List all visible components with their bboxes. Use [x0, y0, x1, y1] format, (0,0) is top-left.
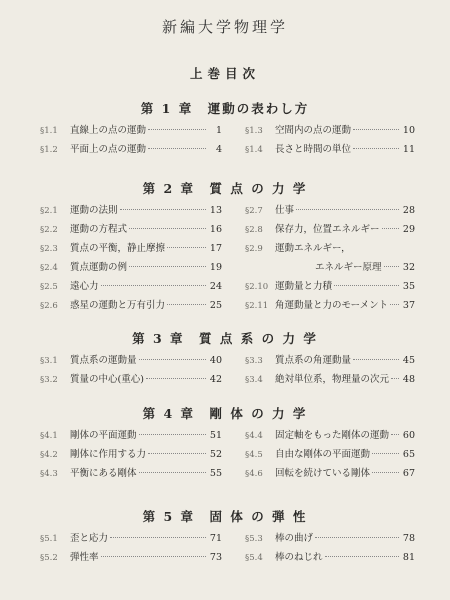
section-title: 直線上の点の運動 — [70, 125, 147, 136]
leader-dots — [315, 537, 399, 538]
section-title: 運動エネルギー， — [275, 243, 351, 254]
page-number: 24 — [209, 281, 222, 292]
toc-entry — [40, 354, 222, 368]
section-title: 絶対単位系，物理量の次元 — [275, 374, 390, 385]
section-title: 空間内の点の運動 — [275, 125, 352, 136]
page-number: 55 — [209, 468, 222, 479]
page-number: 42 — [209, 374, 222, 385]
section-number: §4.6 — [245, 469, 263, 479]
leader-dots — [148, 148, 206, 149]
toc-entry — [245, 242, 415, 256]
section-number: §2.6 — [40, 301, 58, 311]
section-title: 弾性率 — [70, 552, 99, 563]
section-number: §2.3 — [40, 244, 58, 254]
leader-dots — [353, 129, 399, 130]
chapter-title: 第 1 章 運動の表わし方 — [140, 101, 310, 116]
page-number: 40 — [209, 355, 222, 366]
toc-entry — [40, 448, 222, 462]
section-number: §2.8 — [245, 225, 263, 235]
leader-dots — [391, 378, 399, 379]
page-number: 81 — [402, 552, 415, 563]
section-title: 質点の平衡，静止摩擦 — [70, 243, 166, 254]
leader-dots — [325, 556, 399, 557]
section-number: §2.7 — [245, 206, 263, 216]
page-number: 73 — [209, 552, 222, 563]
leader-dots — [167, 247, 206, 248]
section-title: エネルギー原理 — [315, 262, 382, 273]
toc-entry — [245, 299, 415, 313]
toc-entry — [245, 551, 415, 565]
section-title: 惑星の運動と万有引力 — [70, 300, 166, 311]
chapter-3 — [0, 330, 450, 392]
section-title: 質点系の角運動量 — [275, 355, 352, 366]
leader-dots — [334, 285, 399, 286]
section-number: §2.2 — [40, 225, 58, 235]
toc-entry — [245, 223, 415, 237]
leader-dots — [110, 537, 206, 538]
section-title: 歪と応力 — [70, 533, 109, 544]
chapter-title: 第 2 章 質 点 の 力 学 — [142, 181, 308, 196]
toc-entry — [245, 261, 415, 275]
leader-dots — [372, 472, 399, 473]
page-number: 29 — [402, 224, 415, 235]
section-title: 棒のねじれ — [275, 552, 323, 563]
section-number: §3.3 — [245, 356, 263, 366]
section-title: 自由な剛体の平面運動 — [275, 449, 371, 460]
page-number: 60 — [402, 430, 415, 441]
section-title: 剛体の平面運動 — [70, 430, 137, 441]
toc-entry — [40, 204, 222, 218]
toc-entry — [40, 223, 222, 237]
section-number: §1.4 — [245, 145, 263, 155]
section-number: §5.3 — [245, 534, 263, 544]
section-number: §1.2 — [40, 145, 58, 155]
page-number: 13 — [209, 205, 222, 216]
section-title: 平衡にある剛体 — [70, 468, 137, 479]
toc-entry — [40, 124, 222, 138]
volume-title: 上巻目次 — [189, 66, 260, 81]
section-title: 運動量と力積 — [275, 281, 333, 292]
section-title: 仕事 — [275, 205, 295, 216]
section-number: §3.1 — [40, 356, 58, 366]
leader-dots — [391, 434, 399, 435]
chapter-title: 第 5 章 固 体 の 弾 性 — [142, 509, 308, 524]
toc-entry — [40, 429, 222, 443]
leader-dots — [139, 359, 206, 360]
section-title: 平面上の点の運動 — [70, 144, 147, 155]
page-number: 67 — [402, 468, 415, 479]
book-title: 新編大学物理学 — [161, 18, 288, 36]
section-number: §2.10 — [245, 282, 269, 292]
section-number: §4.2 — [40, 450, 58, 460]
toc-entry — [40, 143, 222, 157]
section-number: §5.4 — [245, 553, 263, 563]
page-number: 17 — [209, 243, 222, 254]
leader-dots — [148, 453, 206, 454]
toc-entry — [40, 373, 222, 387]
chapter-title: 第 4 章 剛 体 の 力 学 — [142, 406, 308, 421]
toc-entry — [40, 551, 222, 565]
leader-dots — [384, 266, 399, 267]
leader-dots — [353, 359, 399, 360]
toc-entry — [40, 299, 222, 313]
section-number: §1.1 — [40, 126, 58, 136]
section-number: §2.11 — [245, 301, 269, 311]
toc-entry — [245, 354, 415, 368]
toc-entry — [40, 467, 222, 481]
section-title: 質点運動の例 — [70, 262, 128, 273]
section-title: 保存力，位置エネルギー — [275, 224, 380, 235]
leader-dots — [120, 209, 206, 210]
section-title: 運動の方程式 — [70, 224, 128, 235]
section-number: §1.3 — [245, 126, 263, 136]
section-number: §4.3 — [40, 469, 58, 479]
section-title: 運動の法則 — [70, 205, 118, 216]
section-title: 剛体に作用する力 — [70, 449, 147, 460]
section-title: 回転を続けている剛体 — [275, 468, 371, 479]
leader-dots — [353, 148, 399, 149]
section-number: §3.2 — [40, 375, 58, 385]
toc-entry — [245, 429, 415, 443]
leader-dots — [372, 453, 399, 454]
section-title: 角運動量と力のモーメント — [275, 300, 389, 311]
section-number: §3.4 — [245, 375, 263, 385]
section-title: 質点系の運動量 — [70, 355, 137, 366]
leader-dots — [296, 209, 399, 210]
leader-dots — [148, 129, 206, 130]
page-number: 71 — [209, 533, 222, 544]
section-number: §2.5 — [40, 282, 58, 292]
leader-dots — [146, 378, 206, 379]
section-number: §4.5 — [245, 450, 263, 460]
toc-entry — [40, 242, 222, 256]
leader-dots — [139, 472, 206, 473]
leader-dots — [382, 228, 399, 229]
page-number: 48 — [402, 374, 415, 385]
toc-entry — [245, 448, 415, 462]
section-number: §2.9 — [245, 244, 263, 254]
section-number: §5.2 — [40, 553, 58, 563]
page-number: 52 — [209, 449, 222, 460]
page-number: 1 — [215, 125, 222, 136]
leader-dots — [139, 434, 206, 435]
page-number: 32 — [402, 262, 415, 273]
toc-entry — [245, 143, 415, 157]
toc-entry — [40, 280, 222, 294]
section-title: 質量の中心(重心) — [70, 374, 144, 385]
chapter-2 — [0, 180, 450, 318]
page-number: 11 — [402, 144, 415, 155]
chapter-5 — [0, 508, 450, 570]
leader-dots — [167, 304, 206, 305]
leader-dots — [129, 266, 206, 267]
page-number: 4 — [215, 144, 222, 155]
page-number: 65 — [402, 449, 415, 460]
section-title: 長さと時間の単位 — [275, 144, 352, 155]
toc-entry — [245, 532, 415, 546]
section-title: 固定軸をもった剛体の運動 — [275, 430, 390, 441]
page-number: 35 — [402, 281, 415, 292]
toc-entry — [245, 467, 415, 481]
toc-entry — [40, 261, 222, 275]
page-number: 37 — [402, 300, 415, 311]
toc-entry — [40, 532, 222, 546]
page-number: 10 — [402, 125, 415, 136]
section-number: §2.1 — [40, 206, 58, 216]
leader-dots — [390, 304, 399, 305]
page-number: 16 — [209, 224, 222, 235]
page-number: 78 — [402, 533, 415, 544]
section-title: 棒の曲げ — [275, 533, 314, 544]
page-number: 19 — [209, 262, 222, 273]
page-number: 45 — [402, 355, 415, 366]
page-number: 51 — [209, 430, 222, 441]
section-number: §4.4 — [245, 431, 263, 441]
leader-dots — [101, 556, 206, 557]
leader-dots — [129, 228, 206, 229]
chapter-1 — [0, 100, 450, 162]
chapter-4 — [0, 405, 450, 486]
section-number: §5.1 — [40, 534, 58, 544]
page-number: 28 — [402, 205, 415, 216]
toc-entry — [245, 280, 415, 294]
chapter-title: 第 3 章 質 点 系 の 力 学 — [132, 331, 318, 346]
toc-entry — [245, 373, 415, 387]
page-number: 25 — [209, 300, 222, 311]
toc-entry — [245, 124, 415, 138]
section-number: §4.1 — [40, 431, 58, 441]
toc-entry — [245, 204, 415, 218]
leader-dots — [101, 285, 206, 286]
section-number: §2.4 — [40, 263, 58, 273]
section-title: 遠心力 — [70, 281, 99, 292]
